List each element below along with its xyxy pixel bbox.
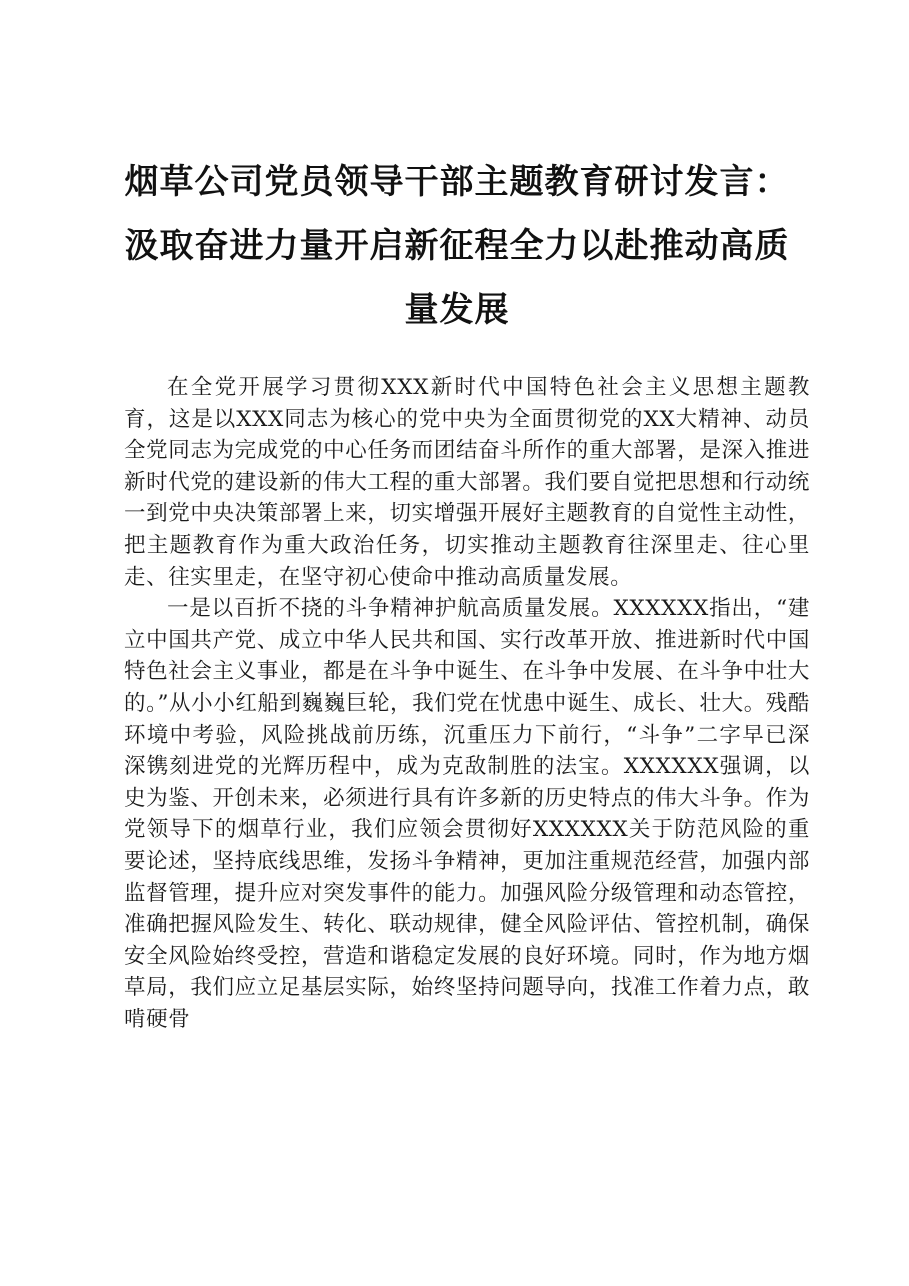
document-title: 烟草公司党员领导干部主题教育研讨发言：汲取奋进力量开启新征程全力以赴推动高质量发展 (124, 162, 790, 330)
body-paragraph-intro: 在全党开展学习贯彻XXX新时代中国特色社会主义思想主题教育，这是以XXX同志为核心的党中央为全面贯彻党的XX大精神、动员全党同志为完成党的中心任务而团结奋斗所作的重大部署，是深入推进新时代党的建设新的伟大工程的重大部署。我们要自觉把思想和行动统一到党中央决策部署上来，切实增强开展好主题教育的自觉性主动性，把主题教育作为重大政治任务，切实推动主题教育往深里走、往心里走、往实里走，在坚守初心使命中推动高质量发展。 (124, 375, 810, 590)
body-paragraph-point-one: 一是以百折不挠的斗争精神护航高质量发展。XXXXXX指出，“建立中国共产党、成立中华人民共和国、实行改革开放、推进新时代中国特色社会主义事业，都是在斗争中诞生、在斗争中发展、在斗争中壮大的。”从小小红船到巍巍巨轮，我们党在忧患中诞生、成长、壮大。残酷环境中考验，风险挑战前历练，沉重压力下前行，“斗争”二字早已深深镌刻进党的光辉历程中，成为克敌制胜的法宝。XXXXXX强调，以史为鉴、开创未来，必须进行具有许多新的历史特点的伟大斗争。作为党领导下的烟草行业，我们应领会贯彻好XXXXXX关于防范风险的重要论述，坚持底线思维，发扬斗争精神，更加注重规范经营，加强内部监督管理，提升应对突发事件的能力。加强风险分级管理和动态管控，准确把握风险发生、转化、联动规律，健全风险评估、管控机制，确保安全风险始终受控，营造和谐稳定发展的良好环境。同时，作为地方烟草局，我们应立足基层实际，始终坚持问题导向，找准工作着力点，敢啃硬骨 (124, 596, 810, 1032)
document-body (124, 372, 810, 1035)
